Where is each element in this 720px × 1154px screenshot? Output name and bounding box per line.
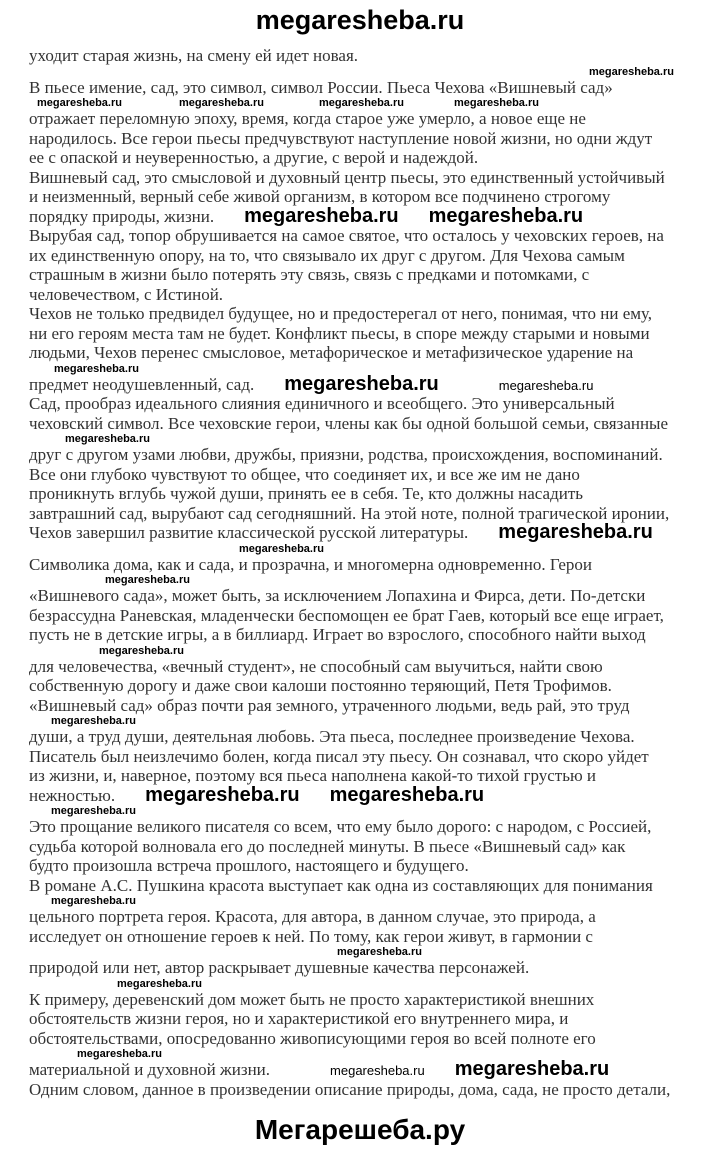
text-line — [29, 523, 714, 543]
text-line-content: ни его героям места там не будет. Конфликт пьесы, в споре между старыми и новыми — [29, 323, 650, 343]
text-line-content: судьба которой волновала его до последней минуты. В пьесе «Вишневый сад» как — [29, 836, 626, 856]
text-line-content: страшным в жизни было потерять эту связь, связь с предками и потомками, с — [29, 265, 590, 284]
text-line-content: отражает переломную эпоху, время, когда старое уже умерло, а новое еще не — [29, 109, 586, 128]
text-line-content: Сад, прообраз идеального слияния единичного и всеобщего. Это универсальный — [29, 394, 615, 413]
watermark: megaresheba.ru — [337, 946, 422, 958]
watermark-row — [29, 715, 714, 727]
watermark: megaresheba.ru — [65, 433, 150, 445]
text-line-content: порядку природы, жизни. — [29, 206, 215, 226]
text-line-content: для человечества, «вечный студент», не способный сам выучиться, найти свою — [29, 656, 603, 676]
text-line — [29, 78, 714, 98]
text-line — [29, 1029, 714, 1049]
text-line — [29, 343, 714, 363]
text-line-content: обстоятельств жизни героя, но и характеристикой его внутреннего мира, и — [29, 1009, 569, 1028]
text-line — [29, 990, 714, 1010]
text-line — [29, 927, 714, 947]
watermark: megaresheba.ru — [319, 97, 404, 109]
text-line — [29, 394, 714, 414]
text-line — [29, 958, 714, 978]
text-line — [29, 876, 714, 896]
text-line-content: Одним словом, данное в произведении описание природы, дома, сада, не просто детали, — [29, 1079, 671, 1099]
watermark-row — [29, 433, 714, 445]
watermark: megaresheba.ru — [179, 97, 264, 109]
text-line-content: завтрашний сад, вырубают сад сегодняшний. На этой ноте, полной трагической иронии, — [29, 503, 670, 523]
site-header: megaresheba.ru — [255, 5, 465, 35]
watermark-row — [29, 645, 714, 657]
text-line-content: цельного портрета героя. Красота, для автора, в данном случае, это природа, а — [29, 907, 596, 926]
text-line-content: чеховский символ. Все чеховские герои, члены как бы одной большой семьи, связанные — [29, 413, 669, 433]
watermark: megaresheba.ru — [145, 783, 300, 806]
text-line — [29, 324, 714, 344]
text-line-content: «Вишневого сада», может быть, за исключением Лопахина и Фирса, дети. По-детски — [29, 586, 646, 605]
watermark: megaresheba.ru — [330, 1063, 425, 1078]
text-line-content: людьми, Чехов перенес смысловое, метафорическое и метафизическое ударение на — [29, 343, 634, 362]
text-line — [29, 766, 714, 786]
text-line — [29, 606, 714, 626]
text-line — [29, 148, 714, 168]
text-line-content: Вишневый сад, это смысловой и духовный центр пьесы, это единственный устойчивый — [29, 167, 665, 187]
watermark-row — [29, 805, 714, 817]
text-line-content: уходит старая жизнь, на смену ей идет новая. — [29, 46, 359, 65]
text-line — [29, 856, 714, 876]
text-line — [29, 747, 714, 767]
watermark-row — [29, 97, 714, 109]
text-line — [29, 168, 714, 188]
text-line-content: природой или нет, автор раскрывает душевные качества персонажей. — [29, 958, 530, 977]
text-line — [29, 625, 714, 645]
watermark-row — [29, 1048, 714, 1060]
text-line — [29, 696, 714, 716]
text-line — [29, 783, 714, 806]
watermark: megaresheba.ru — [37, 97, 122, 109]
text-line-content: Все они глубоко чувствуют то общее, что соединяет их, и все же им не дано — [29, 464, 580, 484]
text-line-content: Вырубая сад, топор обрушивается на самое святое, что осталось у чеховских героев, на — [29, 226, 664, 245]
text-line — [29, 372, 714, 395]
watermark: megaresheba.ru — [51, 715, 136, 727]
text-line — [29, 109, 714, 129]
text-line — [29, 445, 714, 465]
text-line — [29, 727, 714, 747]
watermark: megaresheba.ru — [329, 783, 485, 806]
text-line-content: пусть не в детские игры, а в биллиард. Играет во взрослого, способного найти выход — [29, 625, 646, 644]
watermark: megaresheba.ru — [54, 362, 139, 375]
watermark: megaresheba.ru — [51, 805, 136, 817]
text-line — [29, 484, 714, 504]
text-line — [29, 226, 714, 246]
text-line-content: Чехов завершил развитие классической русской литературы. — [29, 523, 469, 542]
text-line-content: обстоятельствами, опосредованно живописующими героя во всей полноте его — [29, 1028, 596, 1048]
watermark-row — [29, 946, 714, 958]
watermark: megaresheba.ru — [99, 644, 184, 657]
text-line-content: из жизни, и, наверное, поэтому вся пьеса наполнена какой-то тихой грустью и — [29, 766, 597, 785]
watermark: megaresheba.ru — [117, 977, 202, 990]
watermark-row — [29, 978, 714, 990]
text-line — [29, 204, 714, 227]
text-line-content: К примеру, деревенский дом может быть не просто характеристикой внешних — [29, 989, 595, 1009]
watermark-row — [29, 895, 714, 907]
text-line — [29, 1009, 714, 1029]
text-line — [29, 129, 714, 149]
text-line-content: будто произошла встреча прошлого, настоящего и будущего. — [29, 856, 469, 875]
watermark-row — [29, 543, 714, 555]
text-line — [29, 265, 714, 285]
watermark: megaresheba.ru — [589, 65, 674, 78]
watermark: megaresheba.ru — [105, 574, 190, 586]
text-line — [29, 837, 714, 857]
text-line-content: их единственную опору, на то, что связывало их друг с другом. Для Чехова самым — [29, 245, 625, 265]
watermark-row — [29, 574, 714, 586]
text-line-content: Чехов не только предвидел будущее, но и предостерегал от него, понимая, что ни ему, — [29, 304, 653, 323]
text-line-content: «Вишневый сад» образ почти рая земного, утраченного людьми, ведь рай, это труд — [29, 695, 630, 715]
watermark: megaresheba.ru — [244, 204, 399, 227]
watermark: megaresheba.ru — [454, 97, 539, 109]
text-line — [29, 285, 714, 305]
watermark-row — [29, 363, 714, 375]
text-line-content: души, а труд души, деятельная любовь. Эта пьеса, последнее произведение Чехова. — [29, 727, 635, 746]
text-line-content: предмет неодушевленный, сад. — [29, 374, 255, 394]
watermark: megaresheba.ru — [51, 895, 136, 907]
watermark: megaresheba.ru — [428, 204, 584, 227]
text-line — [29, 907, 714, 927]
text-line-content: Символика дома, как и сада, и прозрачна, и многомерна одновременно. Герои — [29, 554, 593, 574]
text-line — [29, 676, 714, 696]
text-line — [29, 46, 714, 66]
watermark: megaresheba.ru — [77, 1048, 162, 1060]
text-line-content: Писатель был неизлечимо болен, когда писал эту пьесу. Он сознавал, что скоро уйдет — [29, 746, 649, 766]
text-line — [29, 1080, 714, 1100]
text-line — [29, 246, 714, 266]
text-line-content: и неизменный, верный себе живой организм, в котором все подчинено строгому — [29, 187, 611, 206]
text-line-content: ее с опаской и неуверенностью, а другие, с верой и надеждой. — [29, 148, 479, 167]
watermark-row — [29, 66, 714, 78]
text-line-content: человечеством, с Истиной. — [29, 284, 224, 304]
text-line — [29, 555, 714, 575]
document-body — [29, 46, 714, 1099]
text-line-content: народилось. Все герои пьесы предчувствуют наступление новой жизни, но одни ждут — [29, 128, 653, 148]
text-line — [29, 1060, 714, 1080]
text-line — [29, 586, 714, 606]
text-line — [29, 465, 714, 485]
text-line-content: нежностью. — [29, 785, 116, 805]
text-line-content: друг с другом узами любви, дружбы, приязни, родства, происхождения, воспоминаний. — [29, 445, 663, 464]
watermark: megaresheba.ru — [239, 542, 324, 555]
site-footer: Мегарешеба.ру — [254, 1114, 466, 1145]
text-line — [29, 657, 714, 677]
text-line-content: материальной и духовной жизни. — [29, 1060, 271, 1079]
watermark: megaresheba.ru — [498, 377, 594, 393]
text-line — [29, 817, 714, 837]
watermark: megaresheba.ru — [284, 372, 439, 395]
text-line-content: В пьесе имение, сад, это символ, символ России. Пьеса Чехова «Вишневый сад» — [29, 77, 613, 97]
text-line-content: исследует он отношение героев к ней. По тому, как герои живут, в гармонии с — [29, 926, 593, 946]
text-line-content: Это прощание великого писателя со всем, что ему было дорого: с народом, с Россией, — [29, 817, 652, 836]
text-line-content: собственную дорогу и даже свои калоши постоянно теряющий, Петя Трофимов. — [29, 676, 612, 695]
text-line-content: безрассудна Раневская, младенчески беспомощен ее брат Гаев, который все еще играет, — [29, 605, 664, 625]
text-line-content: В романе А.С. Пушкина красота выступает как одна из составляющих для понимания — [29, 875, 653, 895]
text-line — [29, 187, 714, 207]
text-line-content: проникнуть вглубь чужой души, принять ее в себя. Те, кто должны насадить — [29, 484, 584, 503]
text-line — [29, 304, 714, 324]
text-line — [29, 414, 714, 434]
watermark: megaresheba.ru — [454, 1058, 610, 1080]
watermark: megaresheba.ru — [498, 521, 653, 543]
